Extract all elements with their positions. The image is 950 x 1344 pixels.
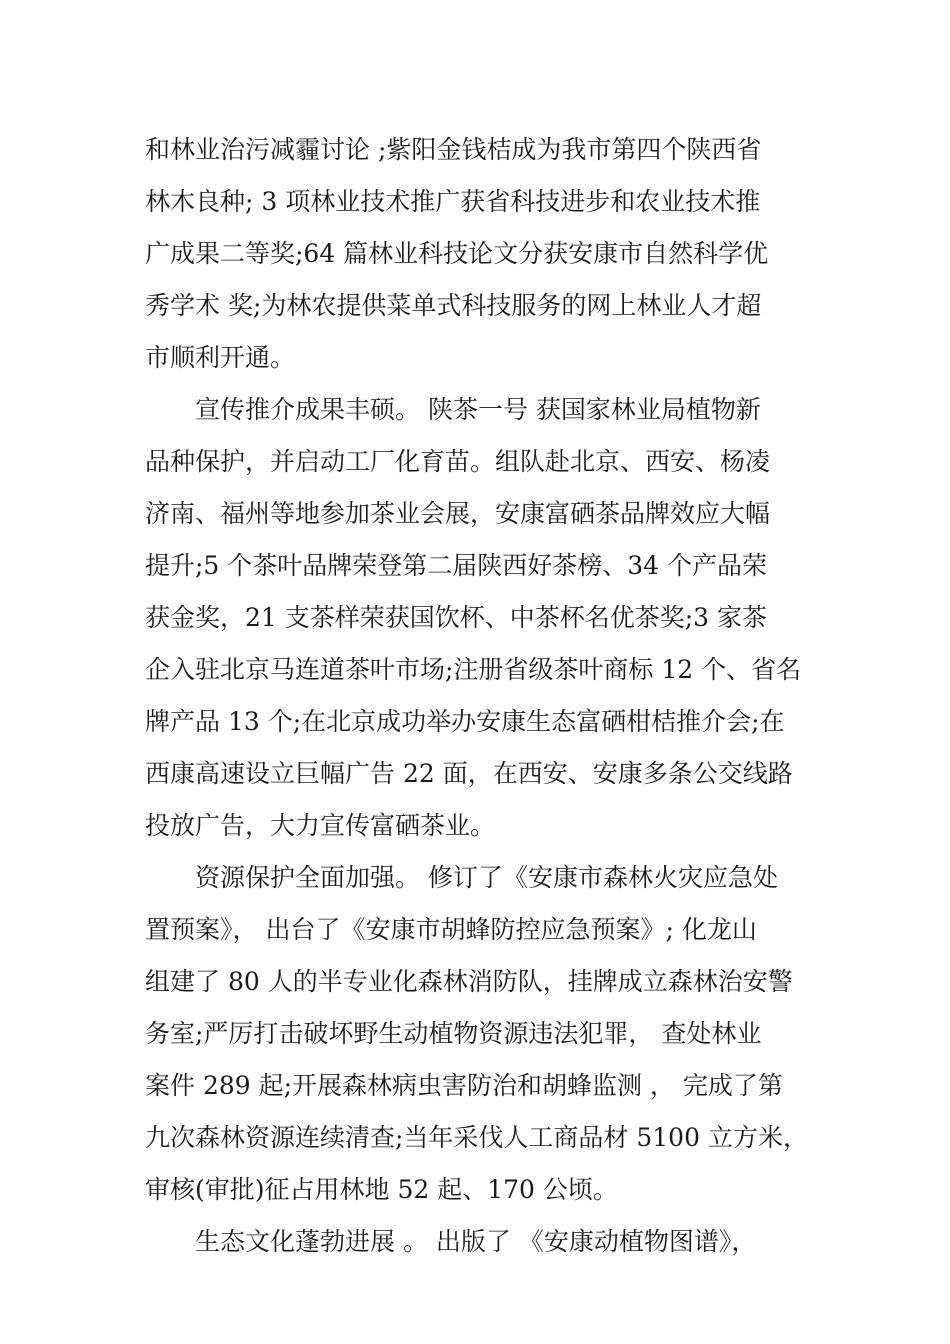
text-line: 广成果二等奖;64 篇林业科技论文分获安康市自然科学优 — [145, 239, 769, 268]
text-line: 置预案》， 出台了《安康市胡蜂防控应急预案》; 化龙山 — [145, 915, 757, 944]
paragraph-start-line: 宣传推介成果丰硕。 陕茶一号 获国家林业局植物新 — [195, 395, 761, 424]
text-line: 秀学术 奖;为林农提供菜单式科技服务的网上林业人才超 — [145, 291, 762, 320]
text-line: 审核(审批)征占用林地 52 起、170 公顷。 — [145, 1175, 618, 1204]
body-text — [145, 124, 810, 1268]
text-line: 组建了 80 人的半专业化森林消防队，挂牌成立森林治安警 — [145, 967, 793, 996]
text-line: 和林业治污减霾讨论 ;紫阳金钱桔成为我市第四个陕西省 — [145, 135, 762, 164]
text-line: 务室;严厉打击破坏野生动植物资源违法犯罪， 查处林业 — [145, 1019, 762, 1048]
paragraph-start-line: 资源保护全面加强。 修订了《安康市森林火灾应急处 — [195, 863, 778, 892]
text-line: 提升;5 个茶叶品牌荣登第二届陕西好茶榜、34 个产品荣 — [145, 551, 768, 580]
text-line: 九次森林资源连续清查;当年采伐人工商品材 5100 立方米， — [145, 1123, 808, 1152]
text-line: 投放广告，大力宣传富硒茶业。 — [145, 811, 496, 840]
text-line: 济南、福州等地参加茶业会展，安康富硒茶品牌效应大幅 — [145, 499, 771, 528]
text-line: 市顺利开通。 — [145, 343, 296, 372]
text-line: 品种保护，并启动工厂化育苗。组队赴北京、西安、杨凌 — [145, 447, 771, 476]
paragraph-start-line: 生态文化蓬勃进展 。 出版了 《安康动植物图谱》， — [195, 1227, 757, 1256]
text-line: 林木良种; 3 项林业技术推广获省科技进步和农业技术推 — [145, 187, 761, 216]
text-line: 西康高速设立巨幅广告 22 面，在西安、安康多条公交线路 — [145, 759, 793, 788]
text-line: 案件 289 起;开展森林病虫害防治和胡蜂监测 ， 完成了第 — [145, 1071, 783, 1100]
text-line: 获金奖，21 支茶样荣获国饮杯、中茶杯名优茶奖;3 家茶 — [145, 603, 768, 632]
text-line: 企入驻北京马连道茶叶市场;注册省级茶叶商标 12 个、省名 — [145, 655, 802, 684]
text-line: 牌产品 13 个;在北京成功举办安康生态富硒柑桔推介会;在 — [145, 707, 785, 736]
